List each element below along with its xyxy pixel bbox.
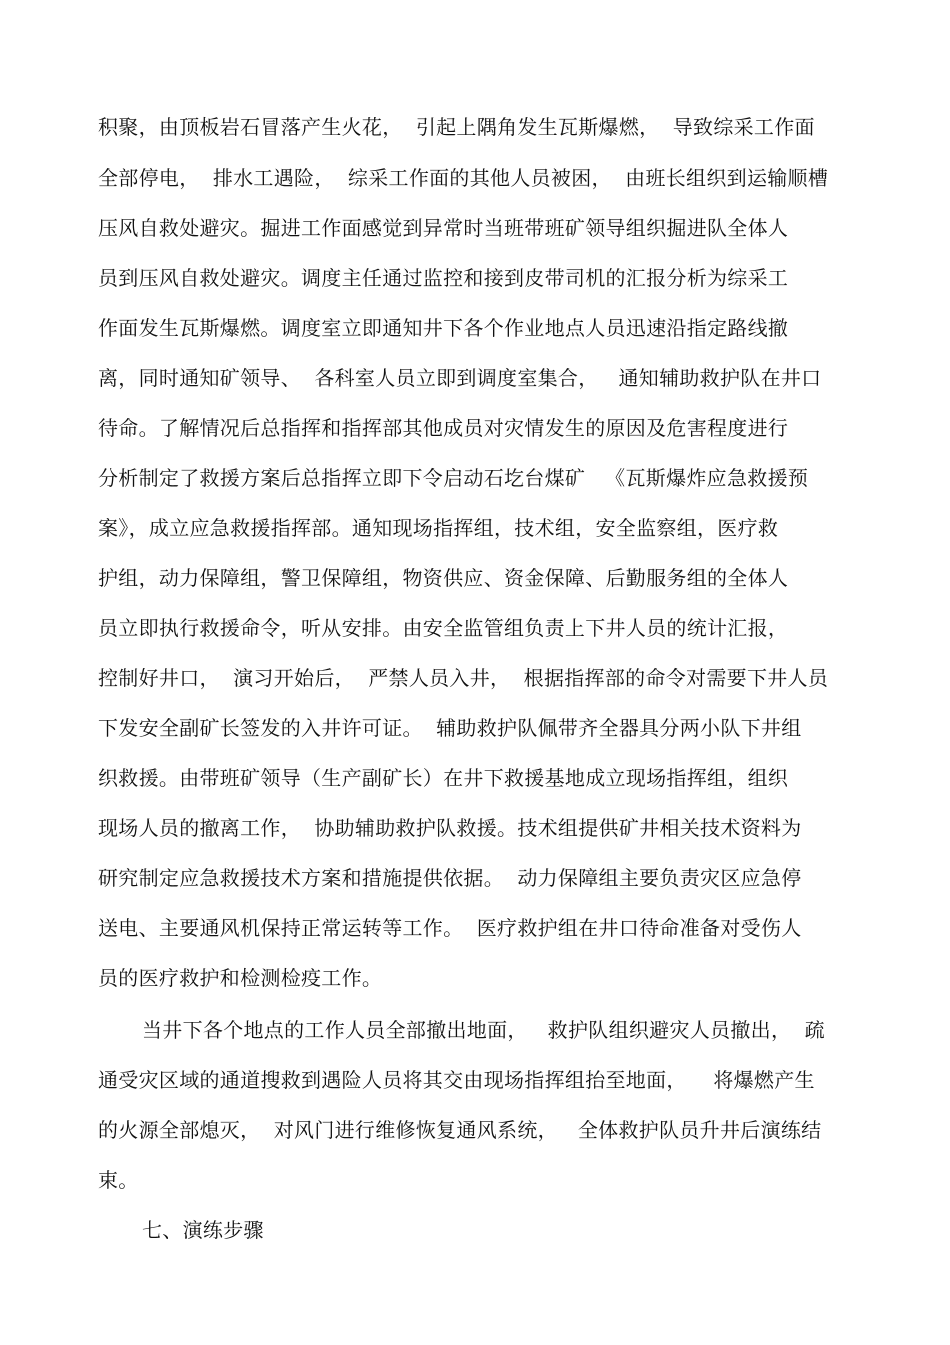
text-line: 压风自救处避灾。掘进工作面感觉到异常时当班带班矿领导组织掘进队全体人 xyxy=(98,216,789,240)
text-line: 离，同时通知矿领导、 各科室人员立即到调度室集合， 通知辅助救护队在井口 xyxy=(98,366,822,390)
text-line: 护组，动力保障组，警卫保障组，物资供应、资金保障、后勤服务组的全体人 xyxy=(98,566,789,590)
text-line: 积聚，由顶板岩石冒落产生火花， 引起上隅角发生瓦斯爆燃， 导致综采工作面 xyxy=(98,115,815,139)
text-line: 控制好井口， 演习开始后， 严禁人员入井， 根据指挥部的命令对需要下井人员 xyxy=(98,666,829,690)
text-line: 员的医疗救护和检测检疫工作。 xyxy=(98,966,383,990)
text-line: 分析制定了救援方案后总指挥立即下令启动石圪台煤矿 《瓦斯爆炸应急救援预 xyxy=(98,466,809,490)
text-line: 通受灾区域的通道搜救到遇险人员将其交由现场指挥组抬至地面， 将爆燃产生 xyxy=(98,1068,815,1092)
section-heading: 七、演练步骤 xyxy=(142,1218,264,1242)
text-line: 员到压风自救处避灾。调度主任通过监控和接到皮带司机的汇报分析为综采工 xyxy=(98,266,789,290)
text-line: 束。 xyxy=(98,1168,139,1192)
text-line: 的火源全部熄灭， 对风门进行维修恢复通风系统， 全体救护队员升井后演练结 xyxy=(98,1118,822,1142)
text-line: 当井下各个地点的工作人员全部撤出地面， 救护队组织避灾人员撤出， 疏 xyxy=(142,1018,825,1042)
text-line: 现场人员的撤离工作， 协助辅助救护队救援。技术组提供矿井相关技术资料为 xyxy=(98,816,802,840)
text-line: 研究制定应急救援技术方案和措施提供依据。 动力保障组主要负责灾区应急停 xyxy=(98,866,802,890)
text-line: 织救援。由带班矿领导（生产副矿长）在井下救援基地成立现场指挥组，组织 xyxy=(98,766,789,790)
text-line: 下发安全副矿长签发的入井许可证。 辅助救护队佩带齐全器具分两小队下井组 xyxy=(98,716,802,740)
text-line: 全部停电， 排水工遇险， 综采工作面的其他人员被困， 由班长组织到运输顺槽 xyxy=(98,166,829,190)
text-line: 待命。了解情况后总指挥和指挥部其他成员对灾情发生的原因及危害程度进行 xyxy=(98,416,789,440)
text-line: 作面发生瓦斯爆燃。调度室立即通知井下各个作业地点人员迅速沿指定路线撤 xyxy=(98,316,789,340)
text-line: 送电、主要通风机保持正常运转等工作。 医疗救护组在井口待命准备对受伤人 xyxy=(98,916,802,940)
text-line: 员立即执行救援命令，听从安排。由安全监管组负责上下井人员的统计汇报， xyxy=(98,616,789,640)
text-line: 案》，成立应急救援指挥部。通知现场指挥组，技术组，安全监察组，医疗救 xyxy=(98,516,779,540)
